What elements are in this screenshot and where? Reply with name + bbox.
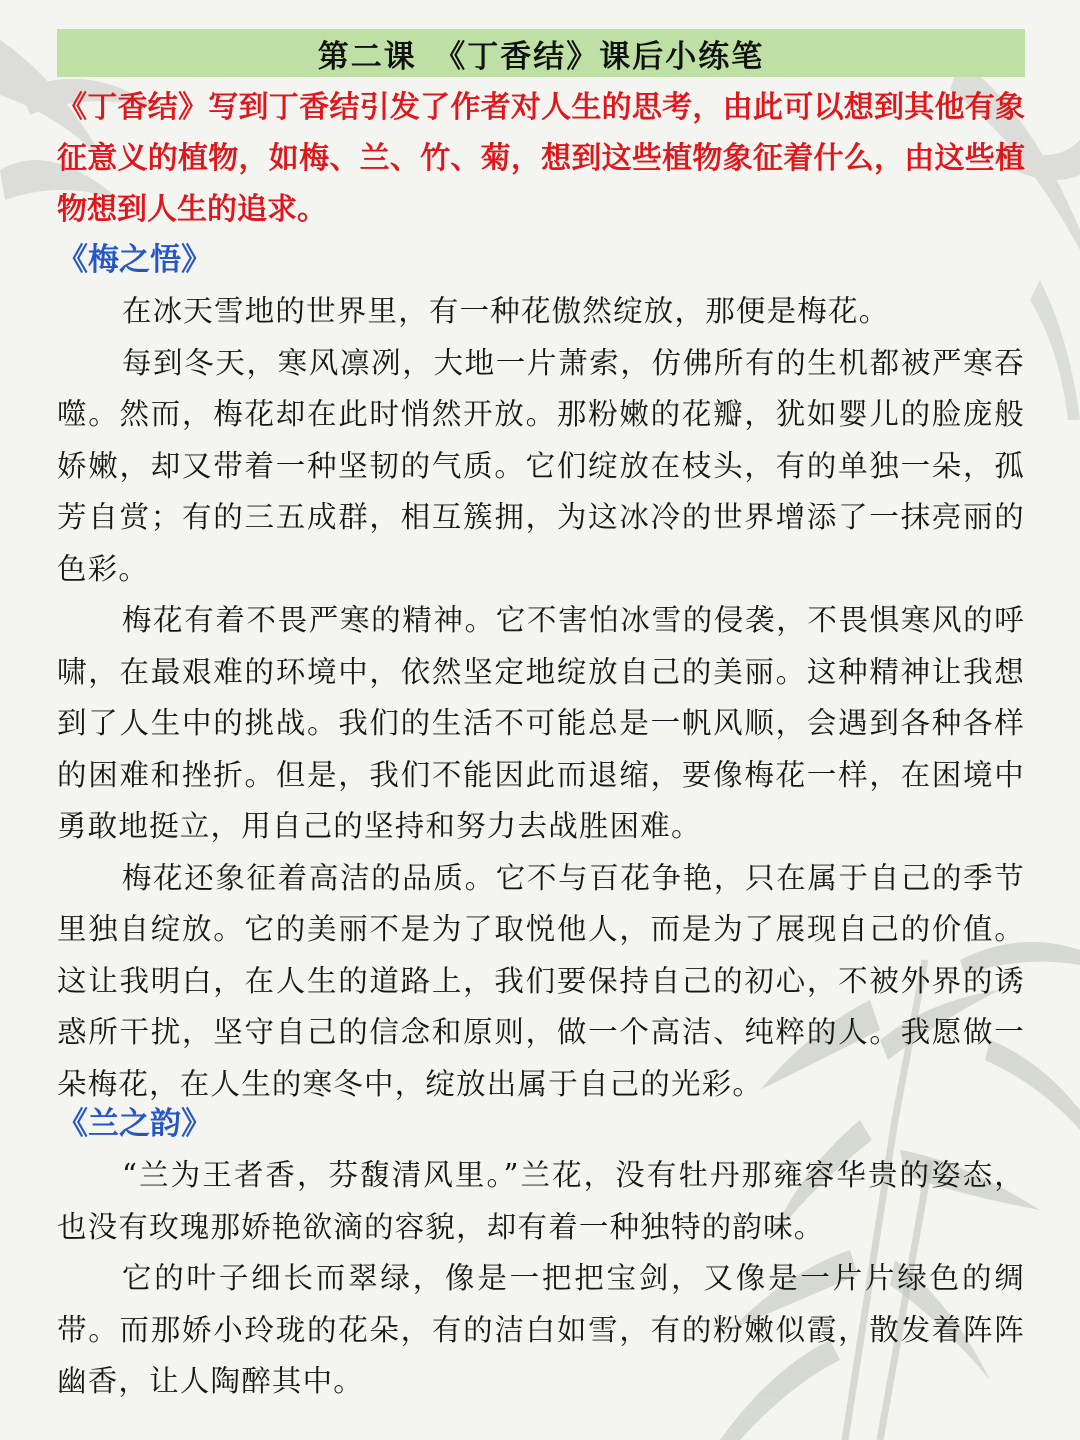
paragraph: 梅花有着不畏严寒的精神。它不害怕冰雪的侵袭，不畏惧寒风的呼啸，在最艰难的环境中，依然坚定地绽放自己的美丽。这种精神让我想到了人生中的挑战。我们的生活不可能总是一帆风顺，会遇到各种各样的困难和挫折。但是，我们不能因此而退缩，要像梅花一样，在困境中勇敢地挺立，用自己的坚持和努力去战胜困难。 [57, 603, 1025, 843]
paragraph: 在冰天雪地的世界里，有一种花傲然绽放，那便是梅花。 [121, 294, 890, 328]
section-body-lan [57, 1150, 1025, 1408]
intro-prompt: 《丁香结》写到丁香结引发了作者对人生的思考，由此可以想到其他有象征意义的植物，如梅、兰、竹、菊，想到这些植物象征着什么，由这些植物想到人生的追求。 [57, 90, 1025, 227]
paragraph: “兰为王者香，芬馥清风里。”兰花，没有牡丹那雍容华贵的姿态，也没有玫瑰那娇艳欲滴的容貌，却有着一种独特的韵味。 [57, 1158, 1025, 1244]
paragraph: 每到冬天，寒风凛冽，大地一片萧索，仿佛所有的生机都被严寒吞噬。然而，梅花却在此时悄然开放。那粉嫩的花瓣，犹如婴儿的脸庞般娇嫩，却又带着一种坚韧的气质。它们绽放在枝头，有的单独一朵，孤芳自赏；有的三五成群，相互簇拥，为这冰冷的世界增添了一抹亮丽的色彩。 [57, 345, 1025, 586]
lesson-title-bar [57, 29, 1025, 77]
section-body-mei [57, 286, 1025, 1110]
section-heading-mei: 《梅之悟》 [57, 242, 212, 278]
lesson-title: 第二课 《丁香结》课后小练笔 [317, 38, 765, 75]
section-heading-lan: 《兰之韵》 [57, 1106, 212, 1142]
paragraph: 梅花还象征着高洁的品质。它不与百花争艳，只在属于自己的季节里独自绽放。它的美丽不是为了取悦他人，而是为了展现自己的价值。这让我明白，在人生的道路上，我们要保持自己的初心，不被外界的诱惑所干扰，坚守自己的信念和原则，做一个高洁、纯粹的人。我愿做一朵梅花，在人生的寒冬中，绽放出属于自己的光彩。 [57, 860, 1025, 1101]
paragraph: 它的叶子细长而翠绿，像是一把把宝剑，又像是一片片绿色的绸带。而那娇小玲珑的花朵，有的洁白如雪，有的粉嫩似霞，散发着阵阵幽香，让人陶醉其中。 [57, 1261, 1025, 1398]
